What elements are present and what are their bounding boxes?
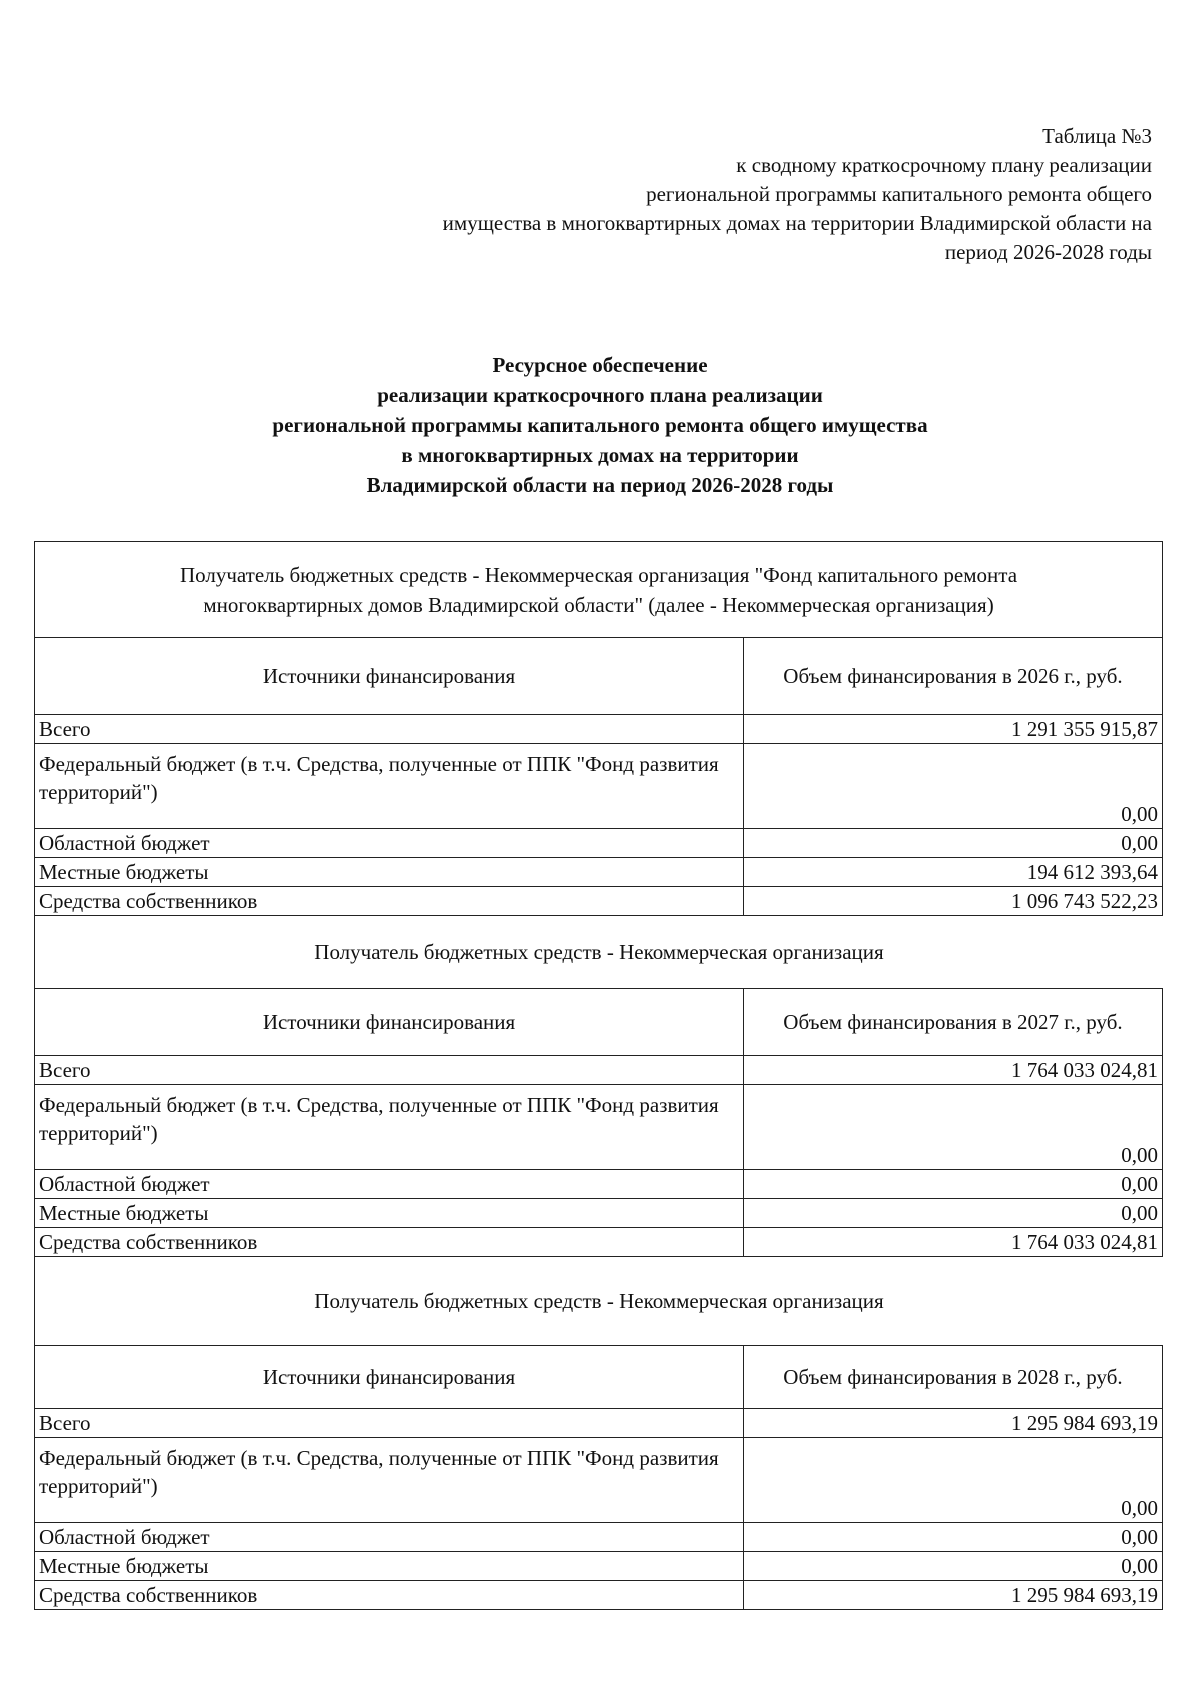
row-value: 1 295 984 693,19 bbox=[744, 1409, 1163, 1438]
title-line: Ресурсное обеспечение bbox=[492, 353, 708, 377]
title-line: в многоквартирных домах на территории bbox=[401, 443, 799, 467]
recipient-line: многоквартирных домов Владимирской области" (далее - Некоммерческая организация) bbox=[203, 592, 994, 617]
table-row bbox=[35, 1085, 1163, 1170]
row-label: Местные бюджеты bbox=[35, 1199, 744, 1228]
financing-table-2027 bbox=[34, 988, 1163, 1257]
recipient-line: Получатель бюджетных средств - Некоммерческая организация bbox=[314, 940, 884, 964]
row-label: Средства собственников bbox=[35, 1581, 744, 1610]
row-value: 1 291 355 915,87 bbox=[744, 715, 1163, 744]
note-line: Таблица №3 bbox=[1042, 124, 1152, 148]
row-label: Федеральный бюджет (в т.ч. Средства, полученные от ППК "Фонд развития территорий") bbox=[35, 1085, 744, 1170]
row-value: 0,00 bbox=[744, 744, 1163, 829]
row-label: Федеральный бюджет (в т.ч. Средства, полученные от ППК "Фонд развития территорий") bbox=[35, 744, 744, 829]
recipient-header-2027 bbox=[34, 916, 1163, 988]
row-label: Областной бюджет bbox=[35, 1523, 744, 1552]
row-label: Областной бюджет bbox=[35, 829, 744, 858]
column-header-source: Источники финансирования bbox=[35, 638, 744, 715]
table-header-row bbox=[35, 638, 1163, 715]
row-value: 1 096 743 522,23 bbox=[744, 887, 1163, 916]
table-row bbox=[35, 1438, 1163, 1523]
title-line: Владимирской области на период 2026-2028 годы bbox=[366, 473, 834, 497]
row-value: 0,00 bbox=[744, 1552, 1163, 1581]
column-header-amount: Объем финансирования в 2026 г., руб. bbox=[744, 638, 1163, 715]
column-header-amount: Объем финансирования в 2028 г., руб. bbox=[744, 1346, 1163, 1409]
financing-sheet bbox=[34, 541, 1163, 1610]
note-line: имущества в многоквартирных домах на территории Владимирской области на bbox=[442, 211, 1152, 235]
table-header-row bbox=[35, 989, 1163, 1056]
row-value: 194 612 393,64 bbox=[744, 858, 1163, 887]
table-row bbox=[35, 1552, 1163, 1581]
table-row bbox=[35, 829, 1163, 858]
row-label: Местные бюджеты bbox=[35, 858, 744, 887]
title-line: реализации краткосрочного плана реализации bbox=[377, 383, 823, 407]
row-label: Местные бюджеты bbox=[35, 1552, 744, 1581]
table-row bbox=[35, 1056, 1163, 1085]
table-row bbox=[35, 1581, 1163, 1610]
document-title bbox=[0, 350, 1200, 500]
table-header-row bbox=[35, 1346, 1163, 1409]
column-header-amount: Объем финансирования в 2027 г., руб. bbox=[744, 989, 1163, 1056]
row-label: Всего bbox=[35, 1056, 744, 1085]
row-value: 0,00 bbox=[744, 829, 1163, 858]
financing-table-2028 bbox=[34, 1345, 1163, 1610]
financing-table-2026 bbox=[34, 637, 1163, 916]
note-line: региональной программы капитального ремонта общего bbox=[646, 182, 1152, 206]
row-label: Всего bbox=[35, 1409, 744, 1438]
row-label: Средства собственников bbox=[35, 887, 744, 916]
row-label: Федеральный бюджет (в т.ч. Средства, полученные от ППК "Фонд развития территорий") bbox=[35, 1438, 744, 1523]
row-value: 0,00 bbox=[744, 1523, 1163, 1552]
column-header-source: Источники финансирования bbox=[35, 989, 744, 1056]
row-value: 0,00 bbox=[744, 1438, 1163, 1523]
recipient-line: Получатель бюджетных средств - Некоммерческая организация bbox=[314, 1289, 884, 1313]
table-row bbox=[35, 744, 1163, 829]
table-row bbox=[35, 1170, 1163, 1199]
title-line: региональной программы капитального ремонта общего имущества bbox=[272, 413, 928, 437]
note-line: к сводному краткосрочному плану реализации bbox=[736, 153, 1152, 177]
table-row bbox=[35, 858, 1163, 887]
row-label: Всего bbox=[35, 715, 744, 744]
table-reference-note bbox=[443, 122, 1152, 267]
row-label: Областной бюджет bbox=[35, 1170, 744, 1199]
table-row bbox=[35, 1199, 1163, 1228]
table-row bbox=[35, 1228, 1163, 1257]
row-value: 0,00 bbox=[744, 1085, 1163, 1170]
table-row bbox=[35, 1523, 1163, 1552]
recipient-header-2026 bbox=[34, 541, 1163, 637]
row-value: 0,00 bbox=[744, 1199, 1163, 1228]
recipient-header-2028 bbox=[34, 1257, 1163, 1345]
row-label: Средства собственников bbox=[35, 1228, 744, 1257]
table-row bbox=[35, 1409, 1163, 1438]
row-value: 1 764 033 024,81 bbox=[744, 1228, 1163, 1257]
row-value: 0,00 bbox=[744, 1170, 1163, 1199]
row-value: 1 764 033 024,81 bbox=[744, 1056, 1163, 1085]
table-row bbox=[35, 715, 1163, 744]
table-row bbox=[35, 887, 1163, 916]
column-header-source: Источники финансирования bbox=[35, 1346, 744, 1409]
recipient-line: Получатель бюджетных средств - Некоммерческая организация "Фонд капитального ремонта bbox=[179, 562, 1018, 587]
row-value: 1 295 984 693,19 bbox=[744, 1581, 1163, 1610]
note-line: период 2026-2028 годы bbox=[944, 240, 1152, 264]
